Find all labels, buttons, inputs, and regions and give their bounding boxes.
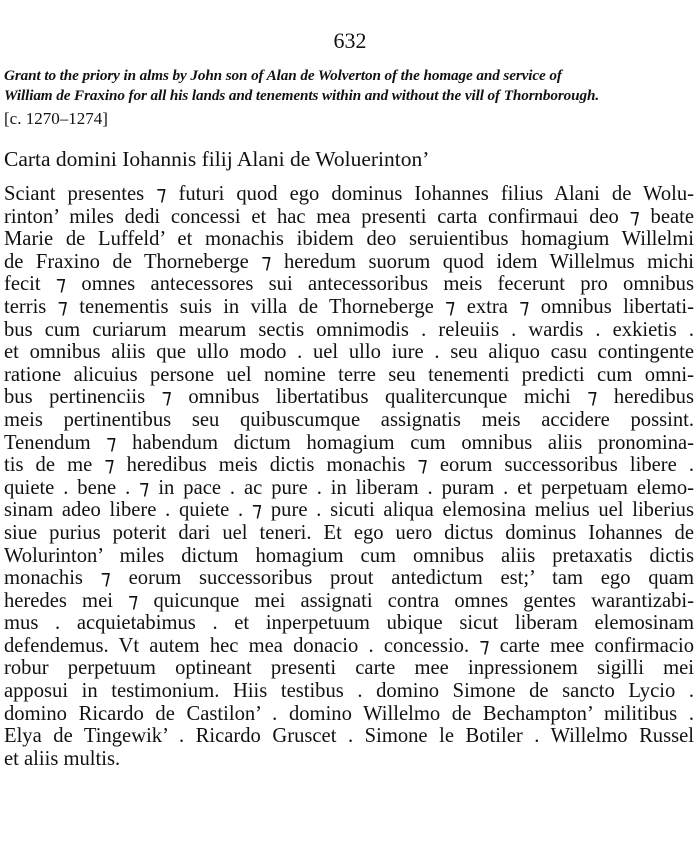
charter-title: Carta domini Iohannis filij Alani de Woluerinton’ [4,147,430,171]
charter-body [4,183,694,770]
body-line: terris ⁊ tenementis suis in villa de Thorneberge ⁊ extra ⁊ omnibus libertati- [4,295,694,318]
body-line: bus cum curiarum mearum sectis omnimodis . releuiis . wardis . exkietis . [4,318,694,341]
heading-line: William de Fraxino for all his lands and tenements within and without the vill of Thornborough. [4,87,600,104]
body-line: Wolurinton’ miles dictum homagium cum omnibus aliis pretaxatis dictis [4,544,694,567]
charter-date: [c. 1270–1274] [4,109,108,128]
page-number: 632 [333,28,367,53]
body-line: fecit ⁊ omnes antecessores sui antecessoribus meis fecerunt pro omnibus [4,273,694,296]
body-line: de Fraxino de Thorneberge ⁊ heredum suorum quod idem Willelmus michi [4,250,694,273]
body-line: Tenendum ⁊ habendum dictum homagium cum omnibus aliis pronomina- [4,431,694,454]
body-line: bus pertinenciis ⁊ omnibus libertatibus qualitercunque michi ⁊ heredibus [4,386,694,409]
heading-line: Grant to the priory in alms by John son of Alan de Wolverton of the homage and service of [4,67,562,84]
body-line: siue purius poterit dari uel teneri. Et ego uero dictus dominus Iohannes de [4,521,694,544]
body-line: mus . acquietabimus . et inperpetuum ubique sicut liberam elemosinam [4,612,694,635]
body-line: meis pertinentibus seu quibuscumque assignatis meis accidere possint. [4,408,694,431]
body-line: sinam adeo libere . quiete . ⁊ pure . sicuti aliqua elemosina melius uel liberius [4,499,694,522]
body-line: monachis ⁊ eorum successoribus prout antedictum est;’ tam ego quam [4,567,694,590]
charter-summary-heading [4,66,694,106]
body-line: Sciant presentes ⁊ futuri quod ego dominus Iohannes filius Alani de Wolu- [4,183,694,205]
body-line: domino Ricardo de Castilon’ . domino Willelmo de Bechampton’ militibus . [4,702,694,725]
body-line: robur perpetuum optineant presenti carte mee inpressionem sigilli mei [4,657,694,680]
body-line: defendemus. Vt autem hec mea donacio . concessio. ⁊ carte mee confirmacio [4,634,694,657]
body-line: et aliis multis. [4,747,121,770]
body-line: rinton’ miles dedi concessi et hac mea presenti carta confirmaui deo ⁊ beate [4,205,694,228]
body-line: Elya de Tingewik’ . Ricardo Gruscet . Simone le Botiler . Willelmo Russel [4,725,694,748]
body-line: apposui in testimonium. Hiis testibus . domino Simone de sancto Lycio . [4,680,694,703]
body-line: Marie de Luffeld’ et monachis ibidem deo seruientibus homagium Willelmi [4,228,694,251]
body-line: quiete . bene . ⁊ in pace . ac pure . in liberam . puram . et perpetuam elemo- [4,476,694,499]
body-line: ratione alicuius persone uel nomine terre seu tenementi predicti cum omni- [4,363,694,386]
body-line: et omnibus aliis que ullo modo . uel ullo iure . seu aliquo casu contingente [4,341,694,364]
body-line: tis de me ⁊ heredibus meis dictis monachis ⁊ eorum successoribus libere . [4,454,694,477]
body-line: heredes mei ⁊ quicunque mei assignati contra omnes gentes warantizabi- [4,589,694,612]
